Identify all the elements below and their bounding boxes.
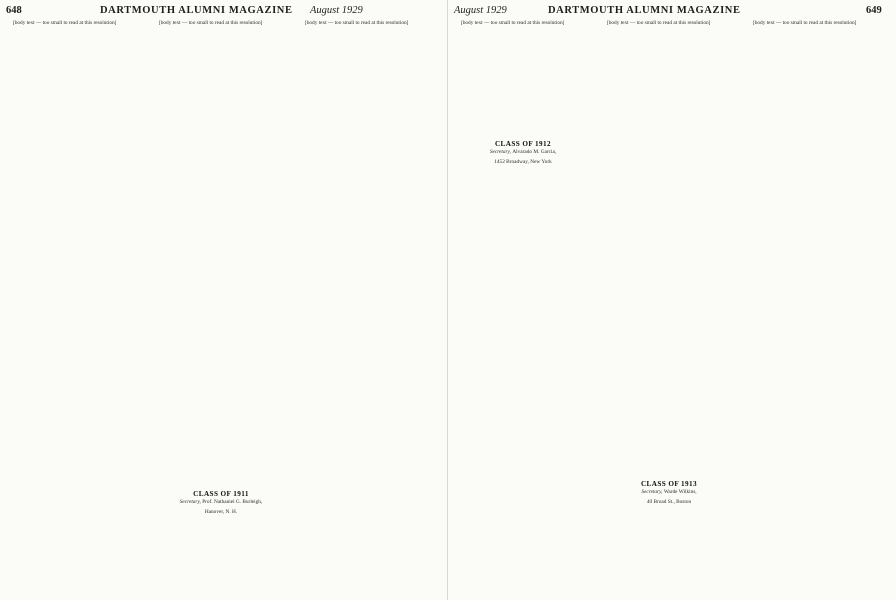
right-magazine-title: DARTMOUTH ALUMNI MAGAZINE [548,5,741,16]
right-column-1 [454,20,592,598]
class-1912-secretary: Secretary, Alvarado M. Garcia, [489,149,557,156]
class-1912-heading: CLASS OF 1912 [494,140,552,149]
class-1911-secretary: Secretary, Prof. Nathaniel G. Burleigh, [179,499,263,506]
body-text: [body text — too small to read at this resolution] [607,20,711,26]
right-page [448,0,896,600]
left-running-head [0,5,447,21]
left-issue-date: August 1929 [310,5,363,16]
right-page-number: 649 [866,5,882,16]
class-1911-heading: CLASS OF 1911 [193,490,249,499]
body-text: [body text — too small to read at this resolution] [159,20,263,26]
body-text: [body text — too small to read at this resolution] [753,20,857,26]
body-text: [body text — too small to read at this resolution] [461,20,565,26]
left-magazine-title: DARTMOUTH ALUMNI MAGAZINE [100,5,293,16]
left-column-1 [6,20,144,598]
class-1913-heading: CLASS OF 1913 [640,480,698,489]
class-1911-address: Hanover, N. H. [204,508,238,515]
body-text: [body text — too small to read at this resolution] [13,20,117,26]
right-issue-date: August 1929 [454,5,507,16]
left-page-number: 648 [6,5,22,16]
right-column-2 [600,20,738,598]
right-running-head [448,5,896,21]
right-column-3 [746,20,886,598]
class-1912-address: 1452 Broadway, New York [494,158,552,165]
left-column-2 [152,20,290,598]
class-1913-secretary: Secretary, Warde Wilkins, [641,489,697,496]
body-text: [body text — too small to read at this resolution] [305,20,409,26]
class-1913-address: 40 Broad St., Boston [646,498,692,505]
left-column-3 [298,20,438,598]
